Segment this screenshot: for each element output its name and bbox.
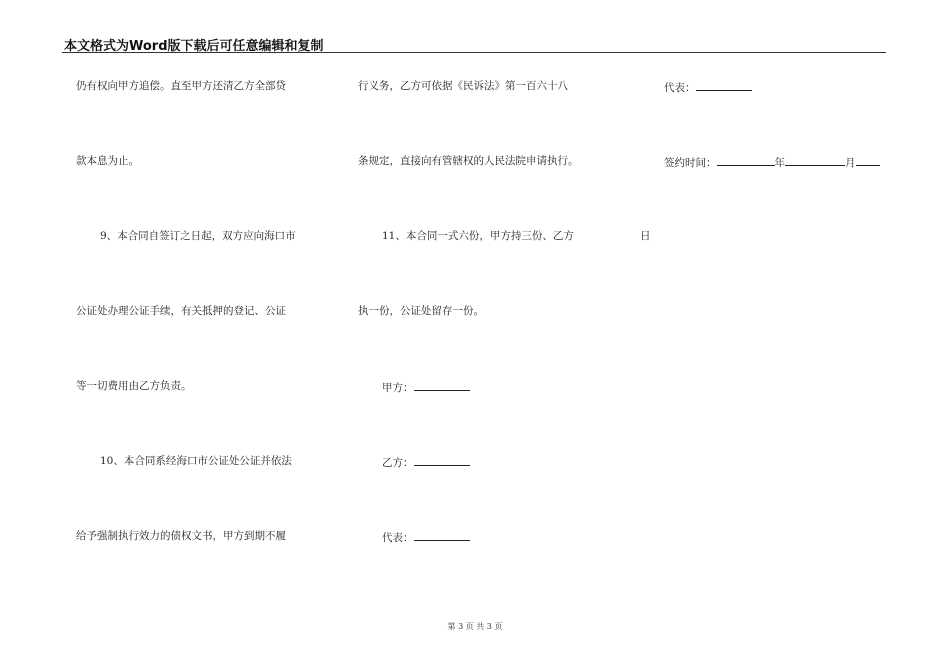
- page-number-indicator: 第 3 页 共 3 页: [447, 622, 503, 631]
- year-blank: [717, 154, 775, 166]
- party-a-blank: [414, 379, 470, 391]
- sign-time-line: [664, 154, 880, 170]
- left-column-line-2: 款本息为止。: [76, 155, 139, 167]
- middle-representative-label: 代表：: [382, 532, 414, 544]
- middle-representative-line: [382, 529, 470, 545]
- sign-time-label: 签约时间：: [664, 157, 717, 169]
- right-representative-blank: [696, 79, 752, 91]
- right-representative-line: [664, 79, 752, 95]
- left-column-line-5: 等一切费用由乙方负责。: [76, 380, 192, 392]
- left-column-clause-9: 9、本合同自签订之日起，双方应向海口市: [100, 230, 296, 242]
- middle-column-line-2: 条规定，直接向有管辖权的人民法院申请执行。: [358, 155, 579, 167]
- middle-representative-blank: [414, 529, 470, 541]
- left-column-line-7: 给予强制执行效力的债权文书，甲方到期不履: [76, 530, 286, 542]
- day-blank: [856, 154, 880, 166]
- month-blank: [785, 154, 845, 166]
- middle-column-clause-11: 11、本合同一式六份，甲方持三份、乙方: [382, 230, 574, 242]
- header-divider: [62, 52, 886, 53]
- day-label: 日: [640, 230, 651, 242]
- party-a-label: 甲方：: [382, 382, 414, 394]
- party-b-signature-line: [382, 454, 470, 470]
- document-header-title: 本文格式为Word版下载后可任意编辑和复制: [64, 39, 324, 54]
- left-column-line-1: 仍有权向甲方追偿。直至甲方还清乙方全部贷: [76, 80, 286, 92]
- party-b-label: 乙方：: [382, 457, 414, 469]
- month-label: 月: [845, 157, 856, 169]
- middle-column-line-4: 执一份，公证处留存一份。: [358, 305, 484, 317]
- left-column-clause-10: 10、本合同系经海口市公证处公证并依法: [100, 455, 292, 467]
- left-column-line-4: 公证处办理公证手续，有关抵押的登记、公证: [76, 305, 286, 317]
- right-representative-label: 代表：: [664, 82, 696, 94]
- party-b-blank: [414, 454, 470, 466]
- party-a-signature-line: [382, 379, 470, 395]
- middle-column-line-1: 行义务，乙方可依据《民诉法》第一百六十八: [358, 80, 568, 92]
- year-label: 年: [774, 157, 785, 169]
